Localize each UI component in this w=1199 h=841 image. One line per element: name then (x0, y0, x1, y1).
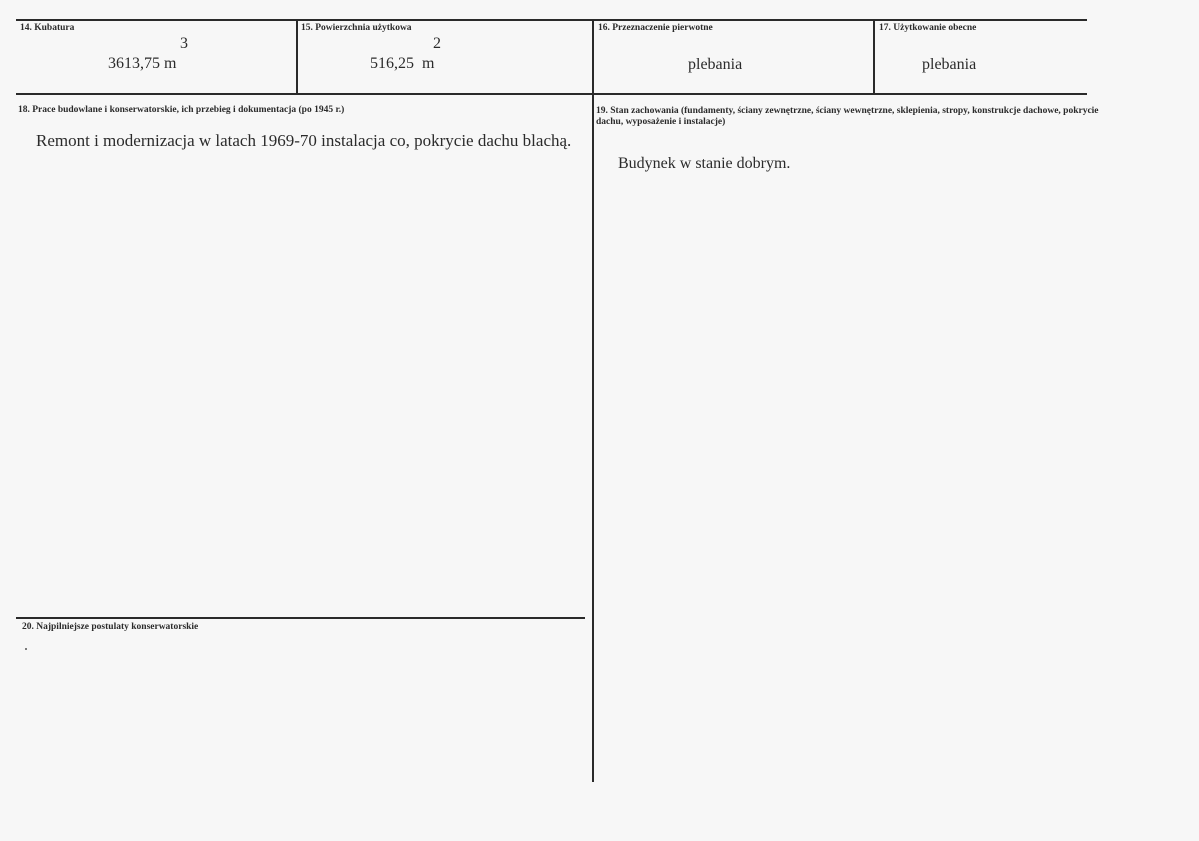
prace-budowlane-value: Remont i modernizacja w latach 1969-70 instalacja co, pokrycie dachu blachą. (36, 131, 572, 150)
row-divider-line (16, 93, 1087, 95)
top-border-line (16, 19, 1087, 21)
kubatura-value: 3613,75 m (108, 55, 177, 72)
przeznaczenie-value: plebania (688, 56, 743, 73)
powierzchnia-label: 15. Powierzchnia użytkowa (301, 23, 412, 33)
stan-zachowania-label: 19. Stan zachowania (fundamenty, ściany zewnętrzne, ściany wewnętrzne, sklepienia, stropy, konstrukcje dachowe, pokrycie dachu, wyposażenie i instalacje) (596, 106, 1099, 127)
kubatura-label: 14. Kubatura (20, 23, 75, 33)
divider-16-17 (873, 19, 875, 95)
stan-zachowania-value: Budynek w stanie dobrym. (618, 155, 791, 172)
postulaty-label: 20. Najpilniejsze postulaty konserwatorskie (22, 622, 199, 632)
section-20-top-line (16, 617, 585, 619)
przeznaczenie-label: 16. Przeznaczenie pierwotne (598, 23, 713, 33)
kubatura-exponent: 3 (180, 35, 188, 52)
uzytkowanie-value: plebania (922, 56, 977, 73)
powierzchnia-value: 516,25 m (370, 55, 435, 72)
prace-budowlane-label: 18. Prace budowlane i konserwatorskie, ich przebieg i dokumentacja (po 1945 r.) (18, 105, 345, 115)
stray-mark (25, 648, 27, 650)
powierzchnia-exponent: 2 (433, 35, 441, 52)
divider-15-16 (592, 19, 594, 782)
divider-14-15 (296, 19, 298, 95)
uzytkowanie-label: 17. Użytkowanie obecne (879, 23, 977, 33)
